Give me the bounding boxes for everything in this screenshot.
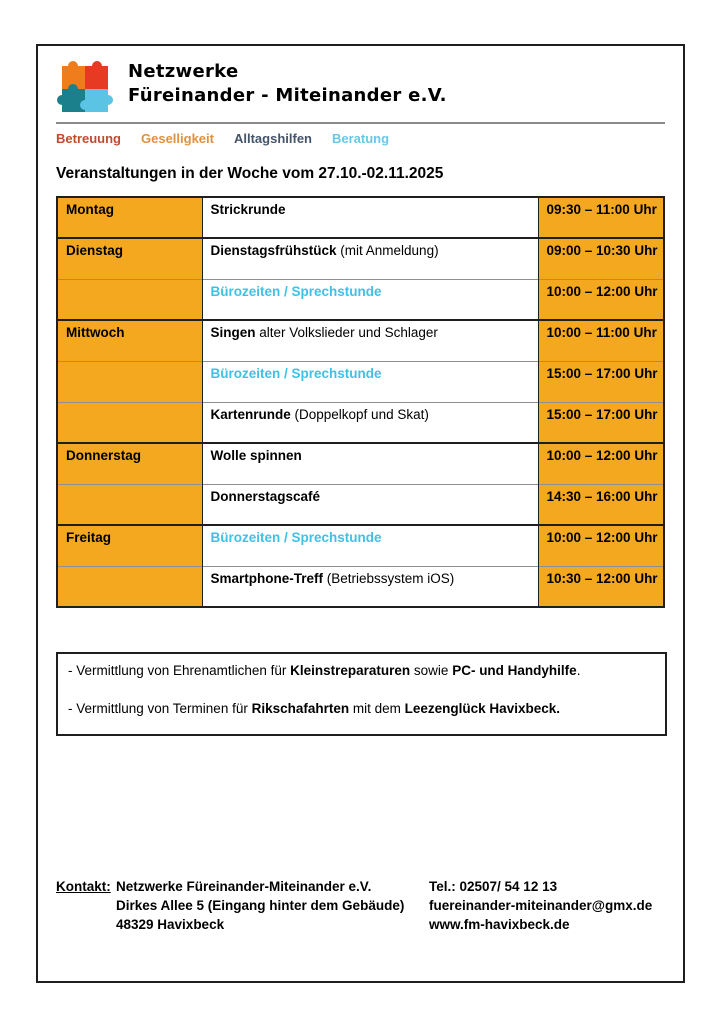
category-nav — [56, 131, 665, 146]
event-cell — [202, 525, 538, 566]
event-name: Singen — [210, 325, 256, 340]
contact-block — [56, 877, 665, 934]
contact-details — [429, 877, 665, 934]
day-cell — [57, 279, 202, 320]
day-cell — [57, 484, 202, 525]
schedule-row — [57, 361, 664, 402]
puzzle-logo-icon — [56, 58, 114, 118]
event-cell — [202, 484, 538, 525]
nav-item-beratung: Beratung — [332, 131, 390, 146]
time-cell: 14:30 – 16:00 Uhr — [538, 484, 664, 525]
contact-address-line: Netzwerke Füreinander-Miteinander e.V. — [116, 879, 372, 894]
info-line: - Vermittlung von Ehrenamtlichen für Kleinstreparaturen sowie PC- und Handyhilfe. — [68, 663, 581, 678]
page-title: Veranstaltungen in der Woche vom 27.10.-02.11.2025 — [56, 165, 444, 182]
page-border-frame — [36, 44, 685, 983]
time-cell: 10:00 – 12:00 Uhr — [538, 525, 664, 566]
contact-label: Kontakt: — [56, 879, 111, 894]
day-cell: Dienstag — [57, 238, 202, 279]
event-name: Wolle spinnen — [210, 448, 302, 463]
day-cell — [57, 402, 202, 443]
day-cell — [57, 566, 202, 607]
brand-line2: Füreinander - Miteinander e.V. — [128, 85, 447, 106]
brand-name — [128, 60, 447, 108]
time-cell: 09:30 – 11:00 Uhr — [538, 197, 664, 238]
contact-address — [116, 877, 429, 934]
event-cell — [202, 197, 538, 238]
event-cell — [202, 566, 538, 607]
time-cell: 15:00 – 17:00 Uhr — [538, 361, 664, 402]
nav-item-alltagshilfen: Alltagshilfen — [233, 131, 312, 146]
event-detail: alter Volkslieder und Schlager — [255, 325, 438, 340]
letterhead — [56, 58, 665, 120]
nav-item-betreuung: Betreuung — [56, 131, 121, 146]
time-cell: 10:30 – 12:00 Uhr — [538, 566, 664, 607]
event-name: Kartenrunde — [210, 406, 291, 422]
event-name: Bürozeiten / Sprechstunde — [210, 530, 382, 545]
day-cell: Freitag — [57, 525, 202, 566]
day-cell: Donnerstag — [57, 443, 202, 484]
info-line: - Vermittlung von Terminen für Rikschafahrten mit dem Leezenglück Havixbeck. — [68, 701, 560, 716]
event-detail: (Doppelkopf und Skat) — [290, 406, 429, 422]
schedule-row — [57, 238, 664, 279]
schedule-row — [57, 566, 664, 607]
time-cell: 10:00 – 12:00 Uhr — [538, 443, 664, 484]
event-name: Donnerstagscafé — [210, 488, 321, 504]
contact-detail-line: Tel.: 02507/ 54 12 13 — [429, 879, 558, 894]
time-cell: 09:00 – 10:30 Uhr — [538, 238, 664, 279]
event-cell — [202, 361, 538, 402]
contact-detail-line: fuereinander-miteinander@gmx.de — [429, 898, 653, 913]
schedule-row — [57, 279, 664, 320]
day-cell: Mittwoch — [57, 320, 202, 361]
time-cell: 10:00 – 11:00 Uhr — [538, 320, 664, 361]
event-detail: (Betriebssystem iOS) — [323, 570, 455, 586]
time-cell: 10:00 – 12:00 Uhr — [538, 279, 664, 320]
event-detail: (mit Anmeldung) — [336, 243, 439, 258]
header-divider — [56, 122, 665, 124]
schedule-row — [57, 402, 664, 443]
contact-address-line: 48329 Havixbeck — [116, 917, 225, 932]
event-name: Bürozeiten / Sprechstunde — [210, 365, 382, 381]
event-name: Dienstagsfrühstück — [210, 243, 337, 258]
brand-line1: Netzwerke — [128, 61, 239, 82]
contact-address-line: Dirkes Allee 5 (Eingang hinter dem Gebäude) — [116, 898, 405, 913]
weekly-schedule-table — [56, 196, 665, 608]
event-name: Strickrunde — [210, 202, 286, 217]
event-cell — [202, 443, 538, 484]
schedule-row — [57, 484, 664, 525]
schedule-row — [57, 320, 664, 361]
event-name: Bürozeiten / Sprechstunde — [210, 283, 382, 299]
event-name: Smartphone-Treff — [210, 570, 324, 586]
nav-item-geselligkeit: Geselligkeit — [141, 131, 214, 146]
schedule-row — [57, 525, 664, 566]
event-cell — [202, 402, 538, 443]
event-cell — [202, 320, 538, 361]
schedule-row — [57, 443, 664, 484]
day-cell: Montag — [57, 197, 202, 238]
event-cell — [202, 279, 538, 320]
services-info-box — [56, 652, 667, 736]
event-cell — [202, 238, 538, 279]
time-cell: 15:00 – 17:00 Uhr — [538, 402, 664, 443]
day-cell — [57, 361, 202, 402]
contact-detail-line: www.fm-havixbeck.de — [429, 917, 570, 932]
schedule-row — [57, 197, 664, 238]
